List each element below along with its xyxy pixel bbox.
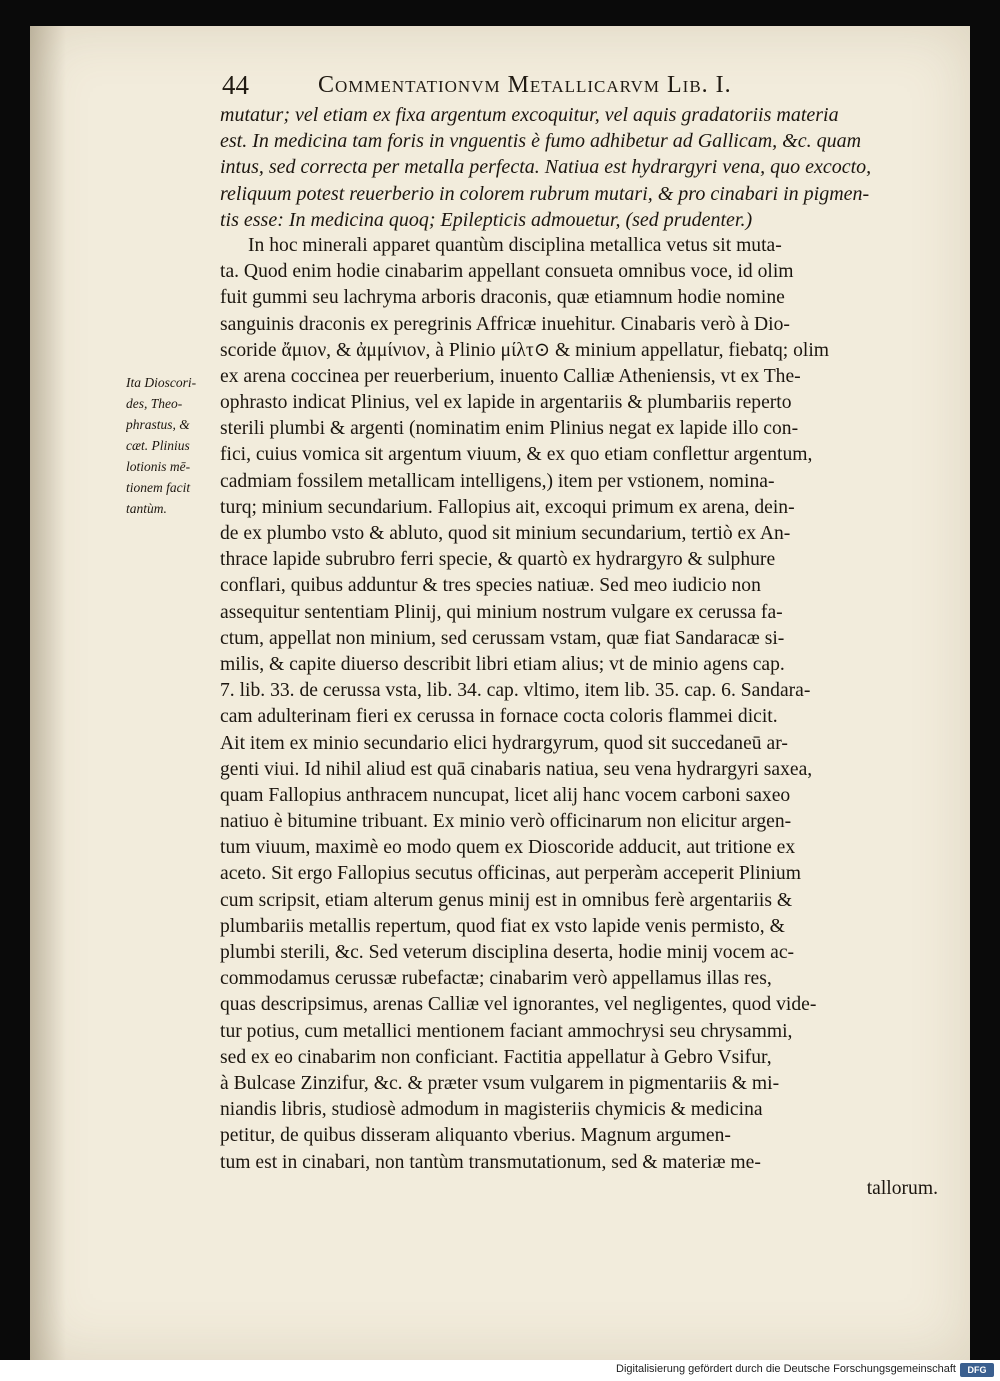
text-line: genti viui. Id nihil aliud est quā cinabaris natiua, seu vena hydrargyri saxea,	[220, 758, 813, 780]
running-title: Commentationvm Metallicarvm Lib. I.	[318, 72, 732, 98]
text-line: 7. lib. 33. de cerussa vsta, lib. 34. cap. vltimo, item lib. 35. cap. 6. Sandara-	[220, 680, 811, 702]
text-line: fuit gummi seu lachryma arboris draconis, quæ etiamnum hodie nomine	[220, 287, 785, 309]
text-line: ex arena coccinea per reuerberium, inuento Calliæ Atheniensis, vt ex The-	[220, 365, 801, 387]
text-line: mutatur; vel etiam ex fixa argentum excoquitur, vel aquis gradatoriis materia	[220, 104, 839, 126]
running-head	[222, 70, 942, 100]
margin-note-line: Ita Dioscori-	[126, 375, 197, 390]
text-line: cadmiam fossilem metallicam intelligens,) item per vstionem, nomina-	[220, 470, 775, 492]
text-line: natiuo è bitumine tribuant. Ex minio verò officinarum non elicitur argen-	[220, 811, 792, 833]
book-page	[30, 26, 970, 1360]
margin-note-line: tantùm.	[126, 501, 167, 516]
roman-paragraph	[220, 233, 938, 1202]
text-line: quam Fallopius anthracem nuncupat, licet alij hanc vocem carboni saxeo	[220, 784, 791, 806]
margin-note-line: tionem facit	[126, 480, 191, 495]
text-line: tum est in cinabari, non tantùm transmutationum, sed & materiæ me-	[220, 1151, 761, 1173]
margin-note-line: cæt. Plinius	[126, 438, 190, 453]
text-line: à Bulcase Zinzifur, &c. & præter vsum vulgarem in pigmentariis & mi-	[220, 1072, 780, 1094]
margin-note	[126, 372, 218, 519]
text-line: milis, & capite diuerso describit libri etiam alius; vt de minio agens cap.	[220, 653, 785, 675]
funding-credit: Digitalisierung gefördert durch die Deutsche Forschungsgemeinschaft	[616, 1363, 956, 1375]
text-line: plumbi sterili, &c. Sed veterum disciplina deserta, hodie minij vocem ac-	[220, 942, 795, 963]
text-line: sanguinis draconis ex peregrinis Affricæ inuehitur. Cinabaris verò à Dio-	[220, 313, 790, 335]
text-line: petitur, de quibus disseram aliquanto vberius. Magnum argumen-	[220, 1125, 731, 1147]
text-line: est. In medicina tam foris in vnguentis è fumo adhibetur ad Gallicam, &c. quam	[220, 130, 862, 153]
text-line: cum scripsit, etiam alterum genus minij est in omnibus ferè argentariis &	[220, 889, 793, 911]
dfg-logo-icon: DFG	[960, 1363, 994, 1377]
text-line: sed ex eo cinabarim non conficiant. Factitia appellatur à Gebro Vsifur,	[220, 1046, 772, 1068]
text-line: conflari, quibus adduntur & tres species natiuæ. Sed meo iudicio non	[220, 575, 761, 597]
text-line: plumbariis metallis repertum, quod fiat ex vsto lapide venis permisto, &	[220, 915, 785, 937]
catchword: tallorum.	[866, 1177, 938, 1199]
text-line: reliquum potest reuerberio in colorem rubrum mutari, & pro cinabari in pigmen-	[220, 182, 870, 205]
text-line: de ex plumbo vsto & abluto, quod sit minium secundarium, tertiò ex An-	[220, 523, 791, 544]
margin-note-line: phrastus, &	[126, 417, 190, 432]
margin-note-line: lotionis mē-	[126, 459, 191, 474]
text-line: tis esse: In medicina quoq; Epilepticis admouetur, (sed prudenter.)	[220, 208, 753, 231]
gutter-shadow	[30, 26, 66, 1360]
text-line: commodamus cerussæ rubefactæ; cinabarim verò appellamus illas res,	[220, 968, 772, 990]
digitization-footer	[0, 1360, 1000, 1381]
text-line: ctum, appellat non minium, sed cerussam vstam, quæ fiat Sandaracæ si-	[220, 627, 785, 649]
text-line: intus, sed correcta per metalla perfecta. Natiua est hydrargyri vena, quo excocto,	[220, 156, 872, 179]
text-line: ta. Quod enim hodie cinabarim appellant consueta omnibus voce, id olim	[220, 261, 794, 283]
page-number: 44	[222, 70, 249, 100]
text-line: niandis libris, studiosè admodum in magisteriis chymicis & medicina	[220, 1099, 763, 1121]
text-line: turq; minium secundarium. Fallopius ait, excoqui primum ex arena, dein-	[220, 496, 795, 518]
text-line: sterili plumbi & argenti (nominatim enim Plinius negat ex lapide illo con-	[220, 418, 799, 440]
text-line: ophrasto indicat Plinius, vel ex lapide in argentariis & plumbariis reperto	[220, 392, 792, 414]
text-line: tum viuum, maximè eo modo quem ex Dioscoride adducit, aut tritione ex	[220, 837, 796, 859]
text-line: tur potius, cum metallici mentionem faciant ammochrysi seu chrysammi,	[220, 1020, 793, 1042]
text-column	[220, 102, 938, 1202]
text-line: quas descripsimus, arenas Calliæ vel ignorantes, vel negligentes, quod vide-	[220, 994, 817, 1016]
text-line: aceto. Sit ergo Fallopius secutus officinas, aut perperàm acceperit Plinium	[220, 863, 801, 885]
margin-note-line: des, Theo-	[126, 396, 183, 411]
text-line: cam adulterinam fieri ex cerussa in fornace cocta coloris flammei dicit.	[220, 706, 778, 728]
text-line: assequitur sententiam Plinij, qui minium nostrum vulgare ex cerussa fa-	[220, 601, 783, 623]
text-line: Ait item ex minio secundario elici hydrargyrum, quod sit succedaneū ar-	[220, 732, 788, 754]
text-line: thrace lapide subrubro ferri specie, & quartò ex hydrargyro & sulphure	[220, 549, 776, 571]
italic-paragraph	[220, 102, 938, 233]
text-line: In hoc minerali apparet quantùm disciplina metallica vetus sit muta-	[248, 234, 782, 256]
text-line: fici, cuius vomica sit argentum viuum, & ex quo etiam conflettur argentum,	[220, 444, 813, 466]
text-line: scoride ἄμιον, & ἀμμίνιον, à Plinio μίλτ⊙ & minium appellatur, fiebatq; olim	[220, 339, 830, 361]
